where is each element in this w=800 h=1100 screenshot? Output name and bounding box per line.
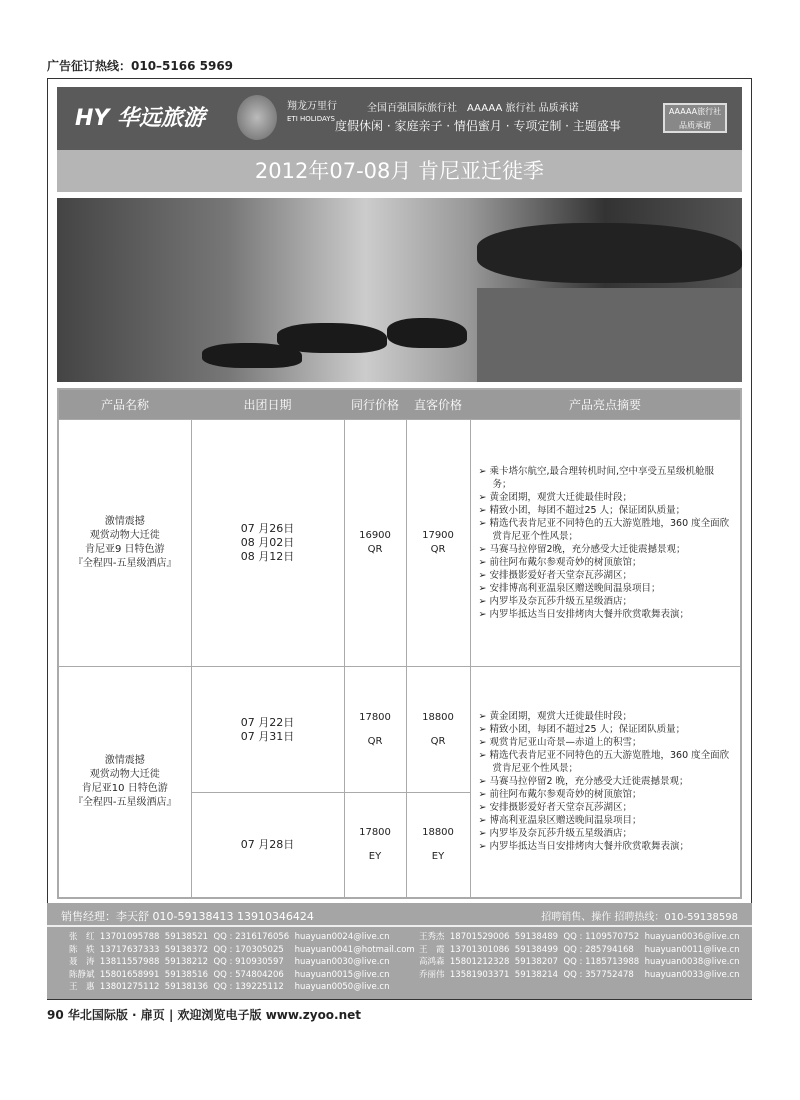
eti-logo <box>287 101 337 125</box>
highlight-item <box>479 595 733 608</box>
col-highlights: 产品亮点摘要 <box>470 389 741 420</box>
arrow-bullet-icon: ➢ <box>478 828 490 840</box>
arrow-bullet-icon: ➢ <box>478 466 490 477</box>
contact-row: 王 霞 13701301086 59138499 QQ : 285794168 huayuan0011@live.cn <box>419 944 740 955</box>
highlight-text: 前往阿布戴尔参观奇妙的树顶旅馆； <box>489 789 642 801</box>
highlight-item <box>479 788 733 801</box>
arrow-bullet-icon: ➢ <box>478 737 490 749</box>
retail-price-line: QR <box>430 544 446 555</box>
partner-name: 翔龙万里行 <box>287 101 337 112</box>
arrow-bullet-icon: ➢ <box>478 492 490 503</box>
contact-row: 陈静斌 15801658991 59138516 QQ : 574804206 huayuan0015@live.cn <box>69 969 390 980</box>
partner-en: ETI HOLIDAYS <box>287 115 335 123</box>
highlight-text: 乘卡塔尔航空,最合理转机时间,空中享受五星级机舱服务； <box>489 466 715 490</box>
arrow-bullet-icon: ➢ <box>478 570 490 581</box>
highlight-text: 马赛马拉停留2 晚，充分感受大迁徙震撼景观； <box>489 776 689 788</box>
highlight-text: 内罗毕及奈瓦莎升级五星级酒店； <box>489 828 632 840</box>
highlight-text: 精选代表肯尼亚不同特色的五大游览胜地，360 度全面欣赏肯尼亚个性风景； <box>489 750 730 775</box>
product-name-cell <box>58 667 191 898</box>
retail-price-line: QR <box>430 735 446 747</box>
highlight-item <box>479 543 733 556</box>
product-name-line: 观赏动物大迁徙 <box>89 530 160 541</box>
table-row <box>58 420 741 667</box>
contact-row: 聂 涛 13811557988 59138212 QQ : 910930597 huayuan0030@live.cn <box>69 957 390 967</box>
departure-dates-cell <box>191 793 344 898</box>
page-footer: 90 华北国际版 · 扉页 | 欢迎浏览电子版 www.zyoo.net <box>47 1008 362 1022</box>
highlight-text: 黄金团期，观赏大迁徙最佳时段； <box>489 711 632 723</box>
highlights-cell <box>470 667 741 898</box>
highlight-item <box>479 710 733 723</box>
highlight-text: 安排摄影爱好者天堂奈瓦莎湖区； <box>489 802 632 814</box>
highlight-text: 安排摄影爱好者天堂奈瓦莎湖区； <box>489 570 632 581</box>
highlight-item <box>479 723 733 736</box>
arrow-bullet-icon: ➢ <box>478 583 490 594</box>
retail-price-line: EY <box>431 850 445 862</box>
col-trade-price: 同行价格 <box>344 389 406 420</box>
arrow-bullet-icon: ➢ <box>478 596 490 607</box>
highlight-item <box>479 582 733 595</box>
product-name-line: 『全程四-五星级酒店』 <box>72 796 177 808</box>
arrow-bullet-icon: ➢ <box>478 505 490 516</box>
trade-price-line: EY <box>368 850 382 862</box>
departure-date: 08 月02日 <box>240 536 295 549</box>
contacts-right <box>419 931 739 981</box>
contact-row: 王秀杰 18701529006 59138489 QQ : 1109570752 huayuan0036@live.cn <box>419 932 740 942</box>
arrow-bullet-icon: ➢ <box>478 789 490 801</box>
contact-footer <box>47 903 752 999</box>
trade-price-line: 17800 <box>359 826 391 838</box>
arrow-bullet-icon: ➢ <box>478 609 490 620</box>
arrow-bullet-icon: ➢ <box>478 802 490 814</box>
arrow-bullet-icon: ➢ <box>478 711 490 723</box>
highlight-text: 马赛马拉停留2晚，充分感受大迁徙震撼景观； <box>489 544 686 555</box>
badge-sub: 品质承诺 <box>679 121 711 130</box>
highlight-item <box>479 827 733 840</box>
departure-date: 07 月28日 <box>240 837 295 851</box>
arrow-bullet-icon: ➢ <box>478 544 490 555</box>
highlights-cell <box>470 420 741 667</box>
highlight-text: 内罗毕及奈瓦莎升级五星级酒店； <box>489 596 632 607</box>
col-date: 出团日期 <box>191 389 344 420</box>
highlight-text: 观赏肯尼亚山奇景—赤道上的积雪； <box>489 737 642 749</box>
highlight-item <box>479 556 733 569</box>
highlight-text: 精致小团，每团不超过25 人；保证团队质量； <box>489 505 686 516</box>
retail-price-line: 18800 <box>422 711 454 723</box>
highlight-item <box>479 736 733 749</box>
retail-price-cell <box>406 667 470 793</box>
col-retail-price: 直客价格 <box>406 389 470 420</box>
arrow-bullet-icon: ➢ <box>478 815 490 827</box>
col-name: 产品名称 <box>58 389 191 420</box>
trade-price-cell <box>344 667 406 793</box>
departure-dates-cell <box>191 667 344 793</box>
highlight-item <box>479 775 733 788</box>
trade-price-line: QR <box>367 735 383 747</box>
page-title: 2012年07-08月 肯尼亚迁徙季 <box>57 150 742 192</box>
brand-header <box>57 87 742 150</box>
departure-dates-cell <box>191 420 344 667</box>
highlight-item <box>479 491 733 504</box>
trade-price-cell <box>344 420 406 667</box>
highlight-text: 内罗毕抵达当日安排烤肉大餐并欣赏歌舞表演； <box>489 841 689 853</box>
retail-price-cell <box>406 420 470 667</box>
arrow-bullet-icon: ➢ <box>478 557 490 568</box>
product-name-line: 肯尼亚10 日特色游 <box>81 782 168 794</box>
highlight-text: 精选代表肯尼亚不同特色的五大游览胜地，360 度全面欣赏肯尼亚个性风景； <box>489 518 730 542</box>
wildebeest-migration-photo <box>57 198 742 382</box>
kangaroo-mascot-icon <box>237 95 277 140</box>
slogan-top: 全国百强国际旅行社 AAAAA 旅行社 品质承诺 <box>367 103 579 114</box>
recruitment-hotline: 招聘销售、操作 招聘热线：010-59138598 <box>541 912 738 923</box>
retail-price-line: 17900 <box>422 530 454 541</box>
highlight-item <box>479 608 733 621</box>
contact-row: 高鸿森 15801212328 59138207 QQ : 1185713988 huayuan0038@live.cn <box>419 957 740 967</box>
arrow-bullet-icon: ➢ <box>478 724 490 736</box>
product-name-line: 激情震撼 <box>104 754 145 766</box>
departure-date: 07 月26日 <box>240 522 295 535</box>
table-row <box>58 667 741 793</box>
highlight-item <box>479 814 733 827</box>
highlight-text: 安排博高利亚温泉区赠送晚间温泉项目； <box>489 583 661 594</box>
huayuan-logo: HY 华远旅游 <box>75 106 206 131</box>
product-name-cell <box>58 420 191 667</box>
contact-row: 乔丽伟 13581903371 59138214 QQ : 357752478 huayuan0033@live.cn <box>419 969 740 980</box>
departure-date: 07 月22日 <box>240 715 295 729</box>
product-name-line: 激情震撼 <box>104 516 145 527</box>
aaaaa-badge <box>663 103 727 133</box>
highlight-text: 前往阿布戴尔参观奇妙的树顶旅馆； <box>489 557 642 568</box>
retail-price-cell <box>406 793 470 898</box>
product-table <box>57 388 742 899</box>
retail-price-line: 18800 <box>422 826 454 838</box>
highlight-text: 内罗毕抵达当日安排烤肉大餐并欣赏歌舞表演； <box>489 609 689 620</box>
contacts-left <box>69 931 415 994</box>
arrow-bullet-icon: ➢ <box>478 776 490 788</box>
product-name-line: 观赏动物大迁徙 <box>89 768 160 780</box>
highlight-item <box>479 569 733 582</box>
arrow-bullet-icon: ➢ <box>478 841 490 853</box>
trade-price-line: 17800 <box>359 711 391 723</box>
trade-price-line: 16900 <box>359 530 391 541</box>
sales-manager: 销售经理：李天舒 010-59138413 13910346424 <box>61 910 314 923</box>
divider <box>47 925 752 927</box>
highlight-item <box>479 465 733 491</box>
contact-row: 陈 轶 13717637333 59138372 QQ : 170305025 huayuan0041@hotmail.com <box>69 944 415 955</box>
ad-hotline: 广告征订热线：010–5166 5969 <box>47 59 234 73</box>
highlight-item <box>479 517 733 543</box>
contact-row: 张 红 13701095788 59138521 QQ : 2316176056 huayuan0024@live.cn <box>69 932 390 942</box>
departure-date: 07 月31日 <box>240 729 295 743</box>
arrow-bullet-icon: ➢ <box>478 750 490 762</box>
trade-price-line: QR <box>367 544 383 555</box>
product-name-line: 『全程四-五星级酒店』 <box>72 558 177 569</box>
trade-price-cell <box>344 793 406 898</box>
slogan-services: 度假休闲 · 家庭亲子 · 情侣蜜月 · 专项定制 · 主题盛事 <box>335 119 621 133</box>
highlight-item <box>479 504 733 517</box>
product-name-line: 肯尼亚9 日特色游 <box>84 544 165 555</box>
highlight-item <box>479 840 733 853</box>
arrow-bullet-icon: ➢ <box>478 518 490 529</box>
badge-text: AAAAA旅行社 <box>668 107 722 116</box>
highlight-text: 博高利亚温泉区赠送晚间温泉项目； <box>489 815 642 827</box>
highlight-text: 黄金团期，观赏大迁徙最佳时段； <box>489 492 632 503</box>
highlight-item <box>479 801 733 814</box>
contact-row: 王 惠 13801275112 59138136 QQ : 139225112 huayuan0050@live.cn <box>69 982 390 992</box>
highlight-item <box>479 749 733 775</box>
departure-date: 08 月12日 <box>240 550 295 563</box>
highlight-text: 精致小团，每团不超过25 人；保证团队质量； <box>489 724 686 736</box>
